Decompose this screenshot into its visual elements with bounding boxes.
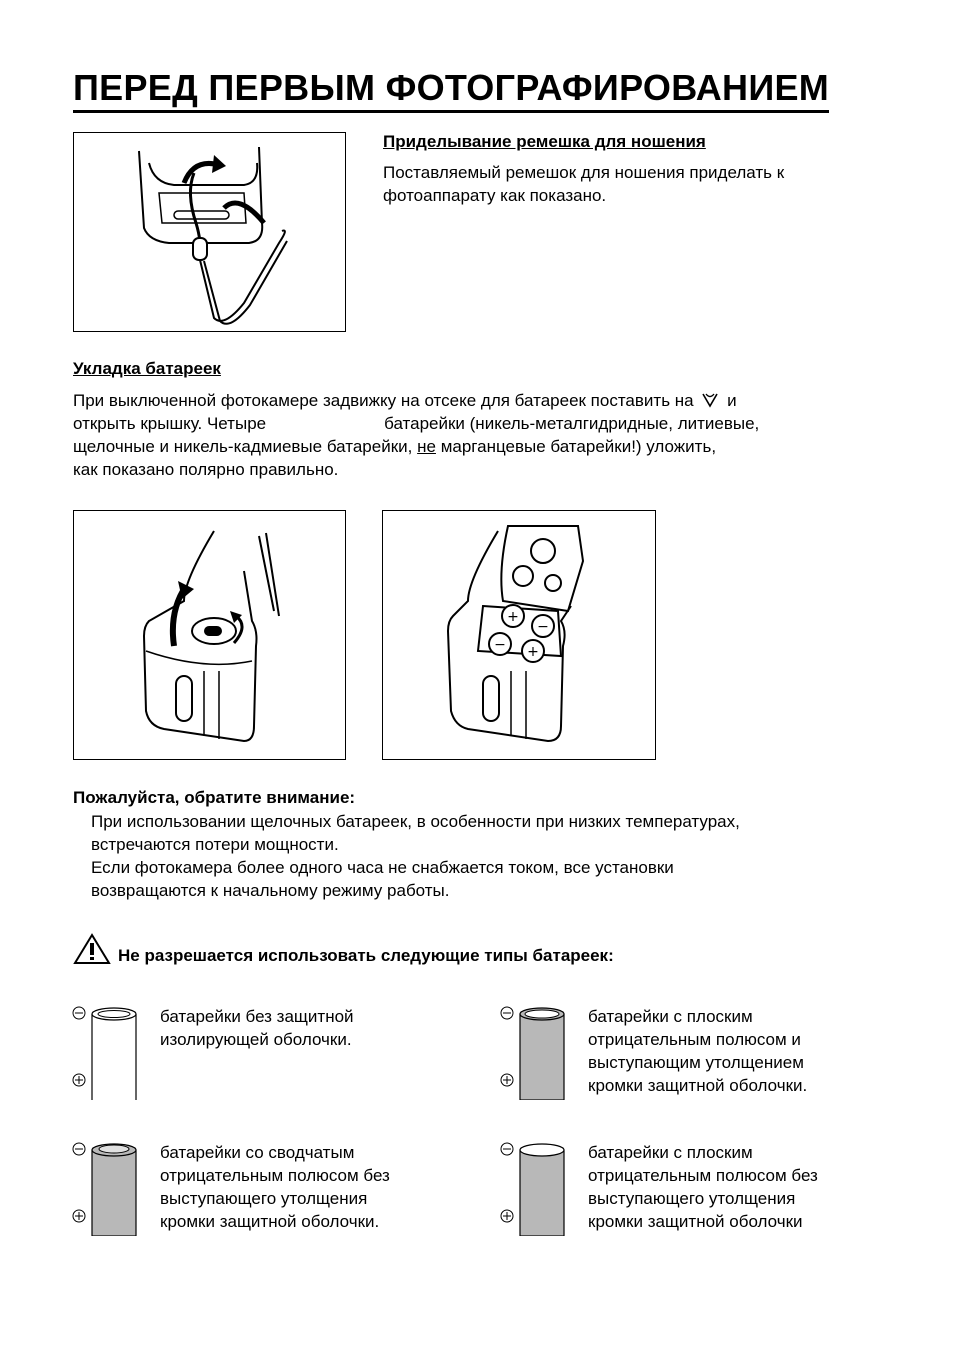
svg-text:+: + bbox=[527, 644, 539, 660]
battery-type-4-line-1: батарейки с плоским bbox=[588, 1143, 753, 1162]
battery-type-3-line-1: батарейки со сводчатым bbox=[160, 1143, 355, 1162]
battery-type-3-line-3: выступающего утолщения bbox=[160, 1189, 368, 1208]
batteries-line-2a: открыть крышку. Четыре bbox=[73, 414, 267, 433]
batteries-line-3-ne: не bbox=[417, 437, 436, 456]
battery-type-3-illustration bbox=[72, 1140, 142, 1236]
batteries-line-3b: марганцевые батарейки!) уложить, bbox=[440, 437, 717, 456]
warning-triangle-icon bbox=[73, 933, 111, 965]
battery-type-2-illustration bbox=[500, 1004, 570, 1100]
battery-type-4-line-2: отрицательным полюсом без bbox=[588, 1166, 818, 1185]
page-title: ПЕРЕД ПЕРВЫМ ФОТОГРАФИРОВАНИЕМ bbox=[73, 68, 829, 113]
strap-text-line-1: Поставляемый ремешок для ношения приделать к bbox=[383, 163, 785, 182]
batteries-line-2b: батарейки (никель-металгидридные, литиевые, bbox=[384, 414, 760, 433]
battery-type-4-line-3: выступающего утолщения bbox=[588, 1189, 796, 1208]
battery-type-2-line-4: кромки защитной оболочки. bbox=[588, 1076, 808, 1095]
note-line-2: встречаются потери мощности. bbox=[91, 835, 339, 854]
batteries-heading: Укладка батареек bbox=[73, 359, 221, 378]
svg-text:+: + bbox=[507, 609, 519, 625]
battery-type-3-line-2: отрицательным полюсом без bbox=[160, 1166, 390, 1185]
battery-type-3-text bbox=[160, 1141, 390, 1233]
strap-text bbox=[383, 161, 784, 207]
batteries-text bbox=[73, 389, 873, 481]
strap-heading: Приделывание ремешка для ношения bbox=[383, 132, 706, 151]
battery-type-4-text bbox=[588, 1141, 818, 1233]
battery-type-2-line-1: батарейки с плоским bbox=[588, 1007, 753, 1026]
battery-type-4-illustration bbox=[500, 1140, 570, 1236]
battery-type-1-illustration bbox=[72, 1004, 142, 1100]
battery-type-4-line-4: кромки защитной оболочки bbox=[588, 1212, 803, 1231]
svg-text:−: − bbox=[537, 619, 549, 635]
battery-latch-symbol-icon bbox=[701, 391, 719, 409]
batteries-line-1 bbox=[73, 389, 873, 412]
note-heading: Пожалуйста, обратите внимание: bbox=[73, 788, 356, 807]
battery-type-2-text bbox=[588, 1005, 807, 1097]
batteries-line-3 bbox=[73, 435, 873, 458]
battery-type-2-line-2: отрицательным полюсом и bbox=[588, 1030, 801, 1049]
battery-type-1-line-1: батарейки без защитной bbox=[160, 1007, 354, 1026]
note-text bbox=[91, 810, 881, 902]
battery-type-2-line-3: выступающим утолщением bbox=[588, 1053, 804, 1072]
battery-compartment-illustration bbox=[382, 510, 656, 760]
batteries-line-1a: При выключенной фотокамере задвижку на отсеке для батареек поставить на bbox=[73, 391, 694, 410]
strap-text-line-2: фотоаппарату как показано. bbox=[383, 186, 607, 205]
battery-type-1-line-2: изолирующей оболочки. bbox=[160, 1030, 352, 1049]
batteries-line-2 bbox=[73, 412, 873, 435]
batteries-line-4: как показано полярно правильно. bbox=[73, 460, 339, 479]
battery-type-1-text bbox=[160, 1005, 354, 1051]
note-line-1: При использовании щелочных батареек, в особенности при низких температурах, bbox=[91, 812, 740, 831]
svg-text:−: − bbox=[494, 637, 506, 653]
battery-type-3-line-4: кромки защитной оболочки. bbox=[160, 1212, 380, 1231]
battery-latch-illustration bbox=[73, 510, 346, 760]
batteries-line-1b: и bbox=[727, 391, 737, 410]
strap-illustration bbox=[73, 132, 346, 332]
note-line-4: возвращаются к начальному режиму работы. bbox=[91, 881, 450, 900]
warning-heading: Не разрешается использовать следующие типы батареек: bbox=[118, 946, 614, 965]
note-line-3: Если фотокамера более одного часа не снабжается током, все установки bbox=[91, 858, 674, 877]
batteries-line-3a: щелочные и никель-кадмиевые батарейки, bbox=[73, 437, 413, 456]
